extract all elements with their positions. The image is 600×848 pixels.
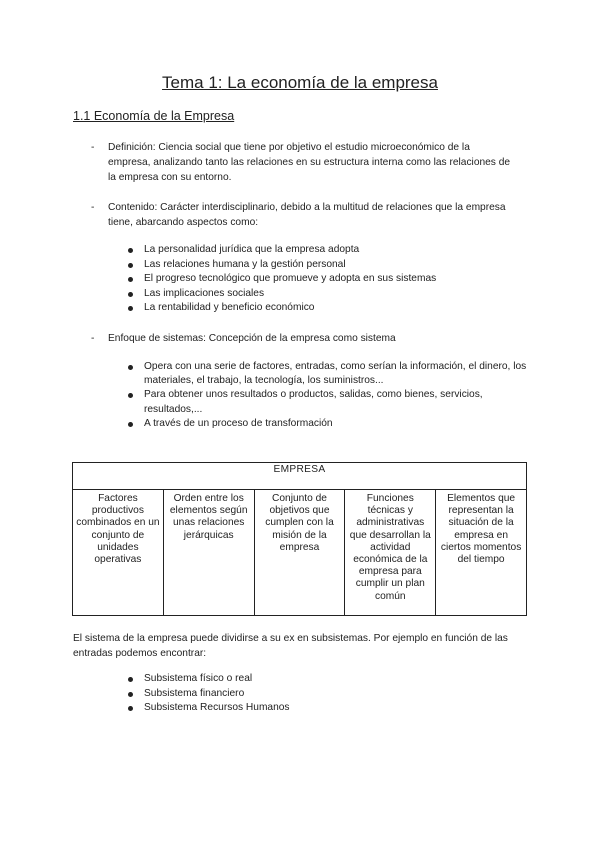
bullet-icon: [128, 248, 133, 253]
systems-item: [91, 331, 511, 346]
bullet-icon: [128, 306, 133, 311]
table-cell: Elementos que representan la situación de la empresa en ciertos momentos del tiempo: [436, 490, 527, 616]
list-item: Para obtener unos resultados o productos, salidas, como bienes, servicios, resultados,...: [128, 388, 528, 416]
definition-item: [91, 140, 511, 185]
bullet-icon: [128, 692, 133, 697]
list-item: La personalidad jurídica que la empresa adopta: [128, 243, 528, 258]
bullet-icon: [128, 365, 133, 370]
list-item: Subsistema Recursos Humanos: [128, 701, 528, 716]
table-cell: Factores productivos combinados en un conjunto de unidades operativas: [73, 490, 164, 616]
list-item: Las implicaciones sociales: [128, 287, 528, 302]
table-cell: Orden entre los elementos según unas relaciones jerárquicas: [163, 490, 254, 616]
list-item: Opera con una serie de factores, entradas, como serían la información, el dinero, los materiales, el trabajo, la tecnología, los suministros...: [128, 360, 528, 388]
list-item: Las relaciones humana y la gestión personal: [128, 258, 528, 273]
list-item: Subsistema físico o real: [128, 672, 528, 687]
table-header: EMPRESA: [73, 463, 527, 490]
bullet-icon: [128, 292, 133, 297]
page-title: Tema 1: La economía de la empresa: [162, 73, 438, 92]
table-row: [73, 490, 527, 616]
list-item: Subsistema financiero: [128, 687, 528, 702]
content-text: Contenido: Carácter interdisciplinario, debido a la multitud de relaciones que la empresa tiene, abarcando aspectos como:: [108, 202, 506, 228]
dash-marker: -: [91, 333, 95, 344]
dash-marker: -: [91, 142, 95, 153]
systems-bullet-list: [128, 360, 528, 431]
table-cell: Funciones técnicas y administrativas que desarrollan la actividad económica de la empresa para cumplir un plan común: [345, 490, 436, 616]
empresa-table: [72, 462, 527, 616]
bullet-icon: [128, 393, 133, 398]
systems-text: Enfoque de sistemas: Concepción de la empresa como sistema: [108, 333, 396, 344]
bullet-icon: [128, 677, 133, 682]
list-item: El progreso tecnológico que promueve y adopta en sus sistemas: [128, 272, 528, 287]
subsystems-paragraph: El sistema de la empresa puede dividirse a su ex en subsistemas. Por ejemplo en función de las entradas podemos encontrar:: [73, 633, 508, 659]
section-heading: 1.1 Economía de la Empresa: [73, 109, 235, 123]
list-item: La rentabilidad y beneficio económico: [128, 301, 528, 316]
subsystems-bullet-list: [128, 672, 528, 716]
bullet-icon: [128, 277, 133, 282]
dash-marker: -: [91, 202, 95, 213]
content-bullet-list: [128, 243, 528, 316]
table-cell: Conjunto de objetivos que cumplen con la misión de la empresa: [254, 490, 345, 616]
definition-text: Definición: Ciencia social que tiene por objetivo el estudio microeconómico de la empresa, analizando tanto las relaciones en su estructura interna como las relaciones de la empresa con su entorno.: [108, 142, 511, 183]
bullet-icon: [128, 263, 133, 268]
bullet-icon: [128, 422, 133, 427]
bullet-icon: [128, 706, 133, 711]
content-item: [91, 200, 511, 230]
list-item: A través de un proceso de transformación: [128, 417, 528, 431]
